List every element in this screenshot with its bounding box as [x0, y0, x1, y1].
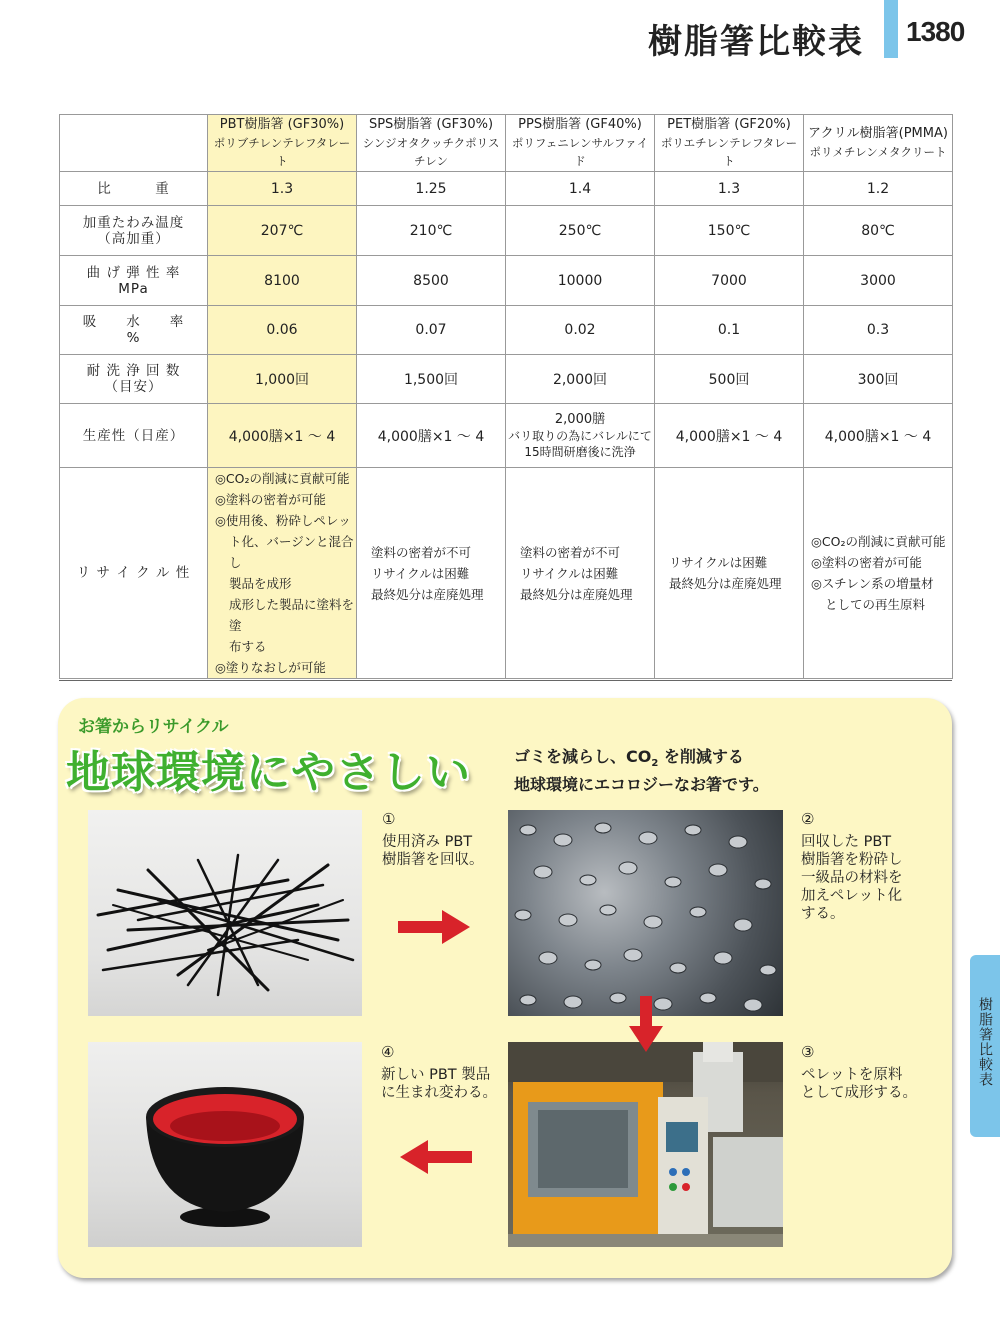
- table-cell: 1.4: [506, 172, 655, 206]
- table-row-deflection-temp: [60, 206, 953, 256]
- comparison-table: [59, 114, 953, 679]
- table-cell: 0.1: [655, 306, 804, 355]
- header-accent-bar: [884, 0, 898, 58]
- column-header-pps: PPS樹脂箸 (GF40%) ポリフェニレンサルファイド: [506, 115, 655, 172]
- column-header-pmma: アクリル樹脂箸(PMMA) ポリメチレンメタクリート: [804, 115, 953, 172]
- table-row-productivity: [60, 404, 953, 468]
- table-cell: 1,000回: [208, 355, 357, 404]
- table-cell: 0.02: [506, 306, 655, 355]
- step-4-text: ④ 新しい PBT 製品 に生まれ変わる。: [381, 1043, 497, 1101]
- recycle-lead-text: ゴミを減らし、$CO_2$ を削減する 地球環境にエコロジーなお箸です。: [514, 747, 769, 795]
- arrow-down-icon: [629, 996, 663, 1052]
- table-cell: 4,000膳×1 ～ 4: [655, 404, 804, 468]
- table-cell: 0.07: [357, 306, 506, 355]
- table-cell: 4,000膳×1 ～ 4: [208, 404, 357, 468]
- table-cell: 7000: [655, 256, 804, 306]
- row-label: 吸 水 率 %: [60, 306, 208, 355]
- table-header-row: [60, 115, 953, 172]
- column-header-sps: SPS樹脂箸 (GF30%) シンジオタクッチクポリスチレン: [357, 115, 506, 172]
- row-label: 比 重: [60, 172, 208, 206]
- step-3-text: ③ ペレットを原料 として成形する。: [801, 1043, 917, 1101]
- section-divider: [59, 680, 952, 681]
- table-cell: 0.06: [208, 306, 357, 355]
- side-index-tab[interactable]: [970, 955, 1000, 1137]
- table-cell: 1.3: [655, 172, 804, 206]
- table-cell: 10000: [506, 256, 655, 306]
- page-number: 1380: [906, 16, 965, 47]
- side-index-tab-label: 樹脂箸比較表: [977, 997, 993, 1087]
- table-row-wash-durability: [60, 355, 953, 404]
- table-corner-cell: [60, 115, 208, 172]
- table-cell: 4,000膳×1 ～ 4: [804, 404, 953, 468]
- table-cell: 2,000回: [506, 355, 655, 404]
- lacquer-bowl-photo: [88, 1042, 362, 1247]
- table-cell: 1.3: [208, 172, 357, 206]
- column-header-pet: PET樹脂箸 (GF20%) ポリエチレンテレフタレート: [655, 115, 804, 172]
- table-cell: 1.25: [357, 172, 506, 206]
- page-title: 樹脂箸比較表: [648, 22, 864, 62]
- recycle-title: 地球環境にやさしい: [66, 747, 471, 798]
- table-row-flexural-modulus: [60, 256, 953, 306]
- table-cell: 207℃: [208, 206, 357, 256]
- table-cell: 1,500回: [357, 355, 506, 404]
- column-header-pbt: PBT樹脂箸 (GF30%) ポリブチレンテレフタレート: [208, 115, 357, 172]
- arrow-left-icon: [398, 1140, 472, 1174]
- table-row-water-absorption: [60, 306, 953, 355]
- table-cell: 3000: [804, 256, 953, 306]
- table-row-recyclability: [60, 468, 953, 679]
- table-cell: 塗料の密着が不可 リサイクルは困難 最終処分は産廃処理: [506, 468, 655, 679]
- table-cell: ◎CO₂の削減に貢献可能 ◎塗料の密着が可能 ◎スチレン系の増量材 としての再生原料: [804, 468, 953, 679]
- table-cell: 500回: [655, 355, 804, 404]
- table-cell: 8500: [357, 256, 506, 306]
- table-cell: 2,000膳 バリ取りの為にバレルにて 15時間研磨後に洗浄: [506, 404, 655, 468]
- table-cell: 80℃: [804, 206, 953, 256]
- table-cell: 0.3: [804, 306, 953, 355]
- recycle-subtitle: お箸からリサイクル: [78, 717, 229, 737]
- table-cell: ◎CO₂の削減に貢献可能 ◎塗料の密着が可能 ◎使用後、粉砕しペレッ ト化、バージンと混合し 製品を成形 成形した製品に塗料を塗 布する ◎塗りなおしが可能: [208, 468, 357, 679]
- row-label: 加重たわみ温度 （高加重）: [60, 206, 208, 256]
- step-1-text: ① 使用済み PBT 樹脂箸を回収。: [382, 810, 484, 868]
- row-label: 耐 洗 浄 回 数 （目安）: [60, 355, 208, 404]
- row-label: 生産性（日産）: [60, 404, 208, 468]
- table-cell: 1.2: [804, 172, 953, 206]
- table-cell: 250℃: [506, 206, 655, 256]
- step-2-text: ② 回収した PBT 樹脂箸を粉砕し 一級品の材料を 加えペレット化 する。: [801, 810, 903, 922]
- table-cell: 塗料の密着が不可 リサイクルは困難 最終処分は産廃処理: [357, 468, 506, 679]
- table-cell: 4,000膳×1 ～ 4: [357, 404, 506, 468]
- arrow-right-icon: [398, 910, 472, 944]
- table-cell: 300回: [804, 355, 953, 404]
- table-row-specific-gravity: [60, 172, 953, 206]
- molding-machine-photo: [508, 1042, 783, 1247]
- table-cell: 8100: [208, 256, 357, 306]
- table-cell: 210℃: [357, 206, 506, 256]
- table-cell: リサイクルは困難 最終処分は産廃処理: [655, 468, 804, 679]
- pellets-photo: [508, 810, 783, 1016]
- table-cell: 150℃: [655, 206, 804, 256]
- row-label: 曲 げ 弾 性 率 MPa: [60, 256, 208, 306]
- used-chopsticks-photo: [88, 810, 362, 1016]
- row-label: リ サ イ ク ル 性: [60, 468, 208, 679]
